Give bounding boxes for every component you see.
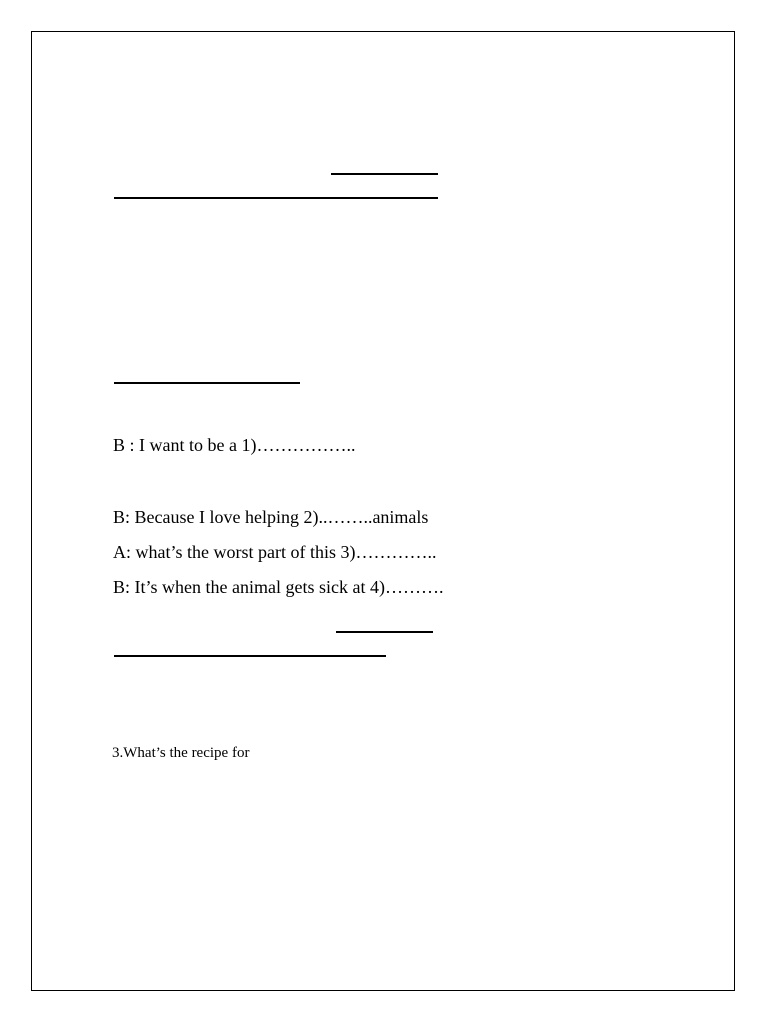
blank-line-2	[114, 197, 438, 199]
dialogue-line-2: B: Because I love helping 2)..……..animals	[113, 507, 429, 527]
dialogue-line-4: B: It’s when the animal gets sick at 4)……….	[113, 577, 444, 597]
blank-line-4	[336, 631, 433, 633]
dialogue-line-3: A: what’s the worst part of this 3)…………..	[113, 542, 437, 562]
blank-line-3	[114, 382, 300, 384]
blank-line-1	[331, 173, 438, 175]
blank-line-5	[114, 655, 386, 657]
question-3: 3.What’s the recipe for	[112, 745, 250, 761]
dialogue-line-1: B : I want to be a 1)……………..	[113, 435, 356, 455]
